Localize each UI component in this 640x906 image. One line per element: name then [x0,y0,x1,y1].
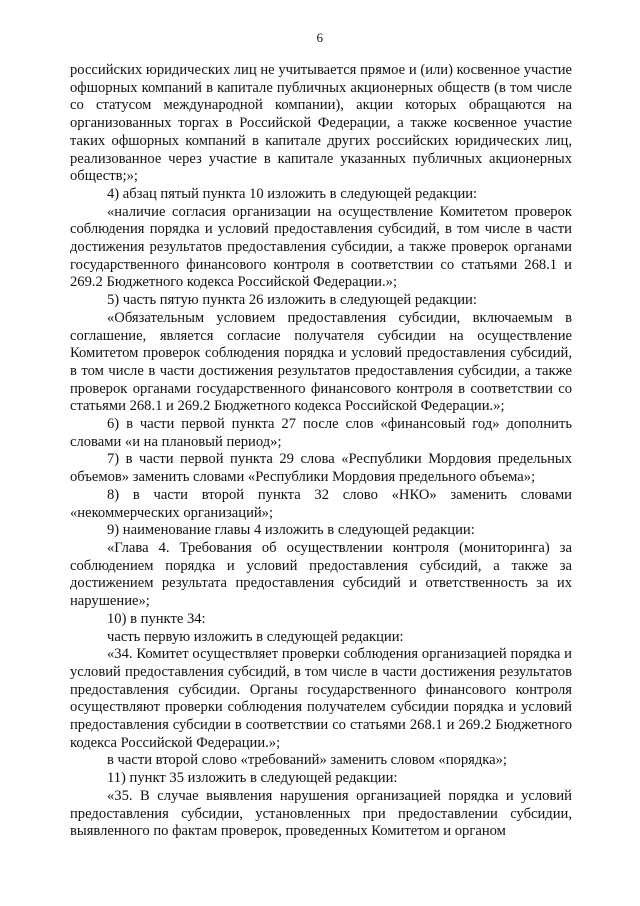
paragraph-7: 7) в части первой пункта 29 слова «Республики Мордовия предельных объемов» заменить словами «Республики Мордовия предельного объема»; [70,451,572,486]
paragraph-5: «Обязательным условием предоставления субсидии, включаемым в соглашение, является согласие получателя субсидии на осуществление Комитетом проверок соблюдения порядка и условий предоставления субсидий, в том числе в части достижения результатов предоставления субсидии, а также проверок органами государственного финансового контроля в соответствии со статьями 268.1 и 269.2 Бюджетного кодекса Российской Федерации.»; [70,309,572,415]
paragraph-15: 11) пункт 35 изложить в следующей редакции: [107,770,398,787]
paragraph-14: в части второй слово «требований» заменить словом «порядка»; [107,752,507,769]
page-number: 6 [316,30,324,45]
paragraph-2: 4) абзац пятый пункта 10 изложить в следующей редакции: [107,185,478,202]
paragraph-4: 5) часть пятую пункта 26 изложить в следующей редакции: [107,292,477,309]
paragraph-13: «34. Комитет осуществляет проверки соблюдения организацией порядка и условий предоставления субсидий, в том числе в части достижения результатов предоставления субсидии. Органы государственного финансового контроля осуществляют проверки соблюдения получателем субсидии порядка и условий предоставления субсидии в соответствии со статьями 268.1 и 269.2 Бюджетного кодекса Российской Федерации.»; [70,646,572,751]
paragraph-9: 9) наименование главы 4 изложить в следующей редакции: [107,522,475,539]
paragraph-16: «35. В случае выявления нарушения организацией порядка и условий предоставления субсидии, установленных при предоставлении субсидии, выявленного по фактам проверок, проведенных Комитетом и органом [70,787,572,840]
paragraph-3: «наличие согласия организации на осуществление Комитетом проверок соблюдения порядка и условий предоставления субсидий, в том числе в части достижения результатов предоставления субсидии, а также проверок органами государственного финансового контроля в соответствии со статьями 268.1 и 269.2 Бюджетного кодекса Российской Федерации.»; [70,203,572,291]
document-body [70,62,572,841]
paragraph-1: российских юридических лиц не учитывается прямое и (или) косвенное участие офшорных компаний в капитале публичных акционерных обществ (в том числе со статусом международной компании), акции которых обращаются на организованных торгах в Российской Федерации, а также косвенное участие таких офшорных компаний в капитале других российских юридических лиц, реализованное через участие в капитале указанных публичных акционерных обществ;»; [70,62,572,185]
paragraph-6: 6) в части первой пункта 27 после слов «финансовый год» дополнить словами «и на плановый период»; [70,416,572,450]
paragraph-12: часть первую изложить в следующей редакции: [107,628,404,645]
paragraph-10: «Глава 4. Требования об осуществлении контроля (мониторинга) за соблюдением порядка и условий предоставления субсидий, а также за достижением результата предоставления субсидий и ответственность за их нарушение»; [70,539,572,610]
paragraph-11: 10) в пункте 34: [107,610,206,627]
paragraph-8: 8) в части второй пункта 32 слово «НКО» заменить словами «некоммерческих организаций»; [70,486,572,521]
